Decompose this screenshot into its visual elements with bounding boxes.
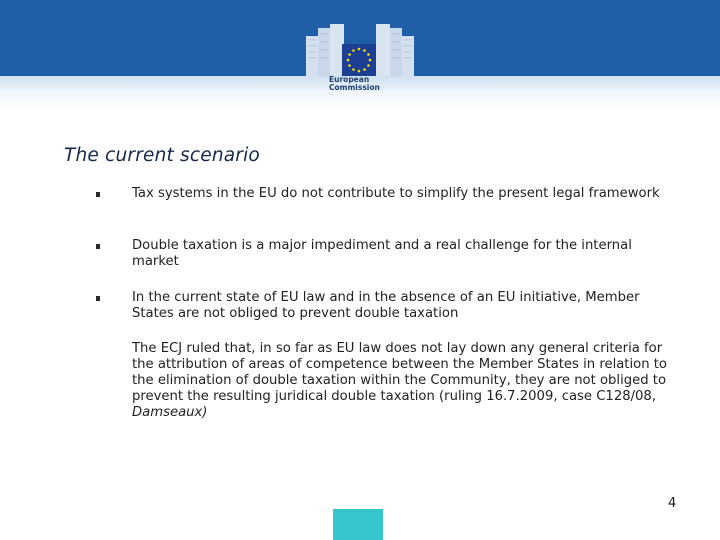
bullet-marker-icon	[96, 192, 100, 197]
bullet-text: In the current state of EU law and in the absence of an EU initiative, Member States are not obliged to prevent double taxation	[132, 290, 640, 321]
bullet-marker-icon	[96, 244, 100, 249]
logo-line-1: European	[329, 75, 370, 84]
ecj-ruling-paragraph	[132, 341, 672, 421]
bullet-text: Tax systems in the EU do not contribute to simplify the present legal framework	[132, 186, 660, 201]
logo-line-2: Commission	[329, 83, 380, 92]
bullet-marker-icon	[96, 296, 100, 301]
logo-wordmark	[329, 76, 380, 92]
case-name: Damseaux)	[132, 405, 208, 420]
ruling-text: The ECJ ruled that, in so far as EU law does not lay down any general criteria for the attribution of areas of competence between the Member States in relation to the elimination of double taxation within the Community, they are not obliged to prevent the resulting juridical double taxation (ruling 16.7.2009, case C128/08,	[132, 341, 668, 404]
page-number: 4	[668, 496, 677, 511]
slide-title: The current scenario	[64, 145, 260, 166]
accent-tab	[333, 509, 383, 540]
bullet-text: Double taxation is a major impediment and a real challenge for the internal market	[132, 238, 632, 269]
